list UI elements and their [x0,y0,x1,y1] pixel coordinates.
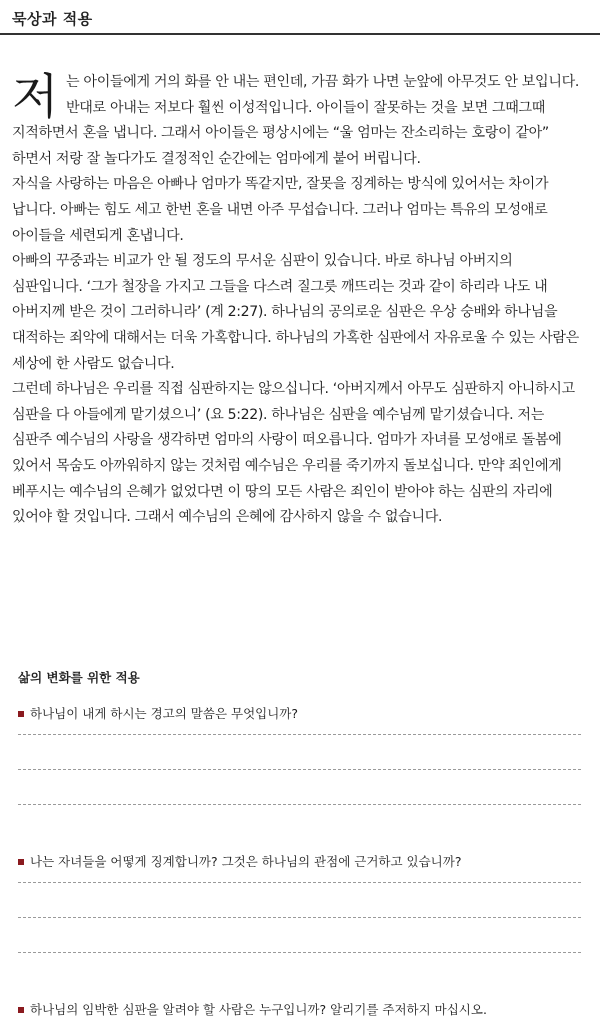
answer-line[interactable] [18,952,581,953]
article-paragraph-3: 아빠의 꾸중과는 비교가 안 될 정도의 무서운 심판이 있습니다. 바로 하나님 아버지의 심판입니다. ‘그가 철장을 가지고 그들을 다스려 질그릇 깨뜨리는 것과 같이 하리라 나도 내 아버지께 받은 것이 그러하니라’ (계 2:27). 하나님의 공의로운 심판은 우상 숭배와 하나님을 대적하는 죄악에 대해서는 더욱 가혹합니다. 하나님의 가혹한 심판에서 자유로울 수 있는 사람은 세상에 한 사람도 없습니다. [12,253,579,372]
answer-line[interactable] [18,769,581,770]
question-1 [18,704,298,722]
bullet-square-icon [18,711,24,717]
answer-line[interactable] [18,882,581,883]
question-text: 하나님이 내게 하시는 경고의 말씀은 무엇입니까? [30,706,299,721]
answer-line[interactable] [18,734,581,735]
section-title: 묵상과 적용 [12,10,93,28]
question-text: 나는 자녀들을 어떻게 징계합니까? 그것은 하나님의 관점에 근거하고 있습니까? [30,854,462,869]
question-text: 하나님의 임박한 심판을 알려야 할 사람은 누구입니까? 알리기를 주저하지 마십시오. [30,1002,487,1017]
answer-line[interactable] [18,804,581,805]
bullet-square-icon [18,859,24,865]
paragraph-text: 는 아이들에게 거의 화를 안 내는 편인데, 가끔 화가 나면 눈앞에 아무것도 안 보입니다. 반대로 아내는 저보다 훨씬 이성적입니다. 아이들이 잘못하는 것을 보면 그때그때 지적하면서 혼을 냅니다. 그래서 아이들은 평상시에는 “울 엄마는 잔소리하는 호랑이 같아” 하면서 저랑 잘 놀다가도 결정적인 순간에는 엄마에게 붙어 버립니다. [12,74,579,167]
article-paragraph-1 [12,70,582,172]
article-paragraph-2: 자식을 사랑하는 마음은 아빠나 엄마가 똑같지만, 잘못을 징계하는 방식에 있어서는 차이가 납니다. 아빠는 힘도 세고 한번 혼을 내면 아주 무섭습니다. 그러나 엄마는 특유의 모성애로 아이들을 세련되게 혼냅니다. [12,176,549,244]
question-3 [18,1000,487,1018]
application-section [18,668,583,1017]
article-paragraph-4: 그런데 하나님은 우리를 직접 심판하지는 않으십니다. ‘아버지께서 아무도 심판하지 아니하시고 심판을 다 아들에게 맡기셨으니’ (요 5:22). 하나님은 심판을 예수님께 맡기셨습니다. 저는 심판주 예수님의 사랑을 생각하면 엄마의 사랑이 떠오릅니다. 엄마가 자녀를 모성애로 돌봄에 있어서 목숨도 아까워하지 않는 것처럼 예수님은 우리를 죽기까지 돌보십니다. 만약 죄인에게 베푸시는 예수님의 은혜가 없었다면 이 땅의 모든 사람은 죄인이 받아야 하는 심판의 자리에 있어야 할 것입니다. 그래서 예수님의 은혜에 감사하지 않을 수 없습니다. [12,381,575,526]
application-heading: 삶의 변화를 위한 적용 [18,670,140,685]
question-2 [18,852,461,870]
answer-line[interactable] [18,917,581,918]
bullet-square-icon [18,1007,24,1013]
drop-cap: 저 [12,69,59,125]
page-header [0,0,600,34]
meditation-article [12,70,582,531]
header-rule [0,33,600,35]
